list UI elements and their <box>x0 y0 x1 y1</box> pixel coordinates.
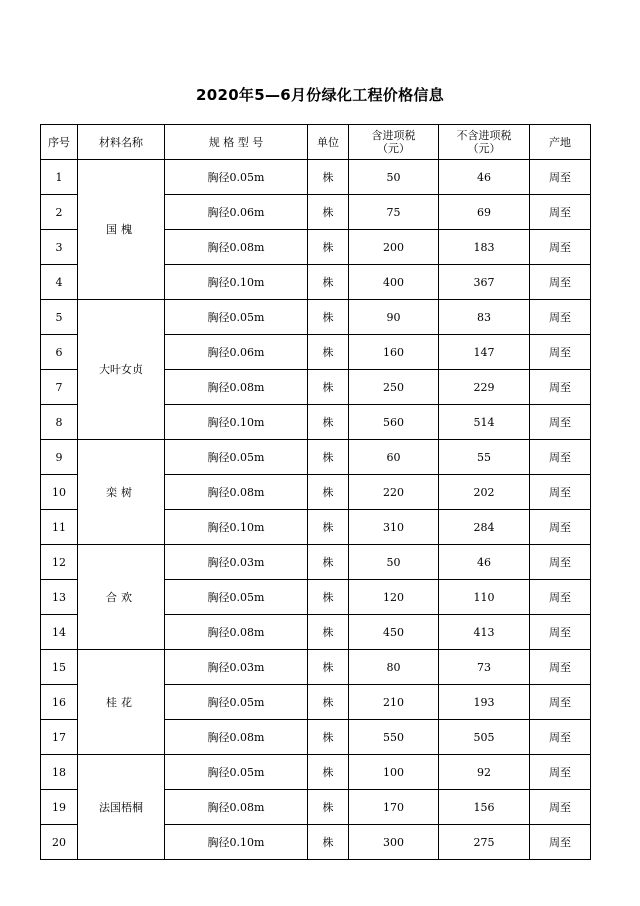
cell-origin: 周至 <box>530 755 591 790</box>
cell-spec: 胸径0.05m <box>165 580 308 615</box>
cell-unit: 株 <box>308 475 349 510</box>
cell-unit: 株 <box>308 685 349 720</box>
cell-no: 6 <box>41 335 78 370</box>
cell-price-excl-tax: 275 <box>439 825 530 860</box>
cell-price-incl-tax: 550 <box>349 720 439 755</box>
cell-no: 15 <box>41 650 78 685</box>
cell-price-incl-tax: 100 <box>349 755 439 790</box>
cell-spec: 胸径0.08m <box>165 790 308 825</box>
cell-origin: 周至 <box>530 440 591 475</box>
cell-price-excl-tax: 505 <box>439 720 530 755</box>
cell-price-incl-tax: 60 <box>349 440 439 475</box>
cell-origin: 周至 <box>530 405 591 440</box>
cell-unit: 株 <box>308 545 349 580</box>
cell-price-excl-tax: 413 <box>439 615 530 650</box>
cell-price-excl-tax: 193 <box>439 685 530 720</box>
cell-origin: 周至 <box>530 790 591 825</box>
cell-price-incl-tax: 90 <box>349 300 439 335</box>
cell-unit: 株 <box>308 230 349 265</box>
cell-origin: 周至 <box>530 335 591 370</box>
cell-spec: 胸径0.05m <box>165 160 308 195</box>
cell-material-name: 栾树 <box>78 440 165 545</box>
cell-price-excl-tax: 110 <box>439 580 530 615</box>
cell-spec: 胸径0.05m <box>165 755 308 790</box>
cell-no: 19 <box>41 790 78 825</box>
header-no: 序号 <box>41 125 78 160</box>
cell-unit: 株 <box>308 615 349 650</box>
cell-price-excl-tax: 55 <box>439 440 530 475</box>
cell-origin: 周至 <box>530 685 591 720</box>
cell-unit: 株 <box>308 370 349 405</box>
cell-price-incl-tax: 300 <box>349 825 439 860</box>
cell-spec: 胸径0.05m <box>165 300 308 335</box>
cell-origin: 周至 <box>530 720 591 755</box>
cell-price-incl-tax: 220 <box>349 475 439 510</box>
cell-origin: 周至 <box>530 475 591 510</box>
cell-no: 7 <box>41 370 78 405</box>
cell-price-incl-tax: 450 <box>349 615 439 650</box>
cell-price-excl-tax: 202 <box>439 475 530 510</box>
header-price-incl-tax <box>349 125 439 160</box>
cell-spec: 胸径0.10m <box>165 265 308 300</box>
cell-no: 10 <box>41 475 78 510</box>
cell-spec: 胸径0.08m <box>165 720 308 755</box>
table-row <box>41 300 591 335</box>
cell-price-incl-tax: 160 <box>349 335 439 370</box>
cell-origin: 周至 <box>530 265 591 300</box>
cell-spec: 胸径0.10m <box>165 405 308 440</box>
cell-price-excl-tax: 46 <box>439 545 530 580</box>
cell-price-incl-tax: 310 <box>349 510 439 545</box>
table-row <box>41 545 591 580</box>
cell-material-name: 桂花 <box>78 650 165 755</box>
cell-price-excl-tax: 284 <box>439 510 530 545</box>
cell-price-excl-tax: 156 <box>439 790 530 825</box>
cell-price-incl-tax: 170 <box>349 790 439 825</box>
cell-material-name: 国槐 <box>78 160 165 300</box>
cell-price-incl-tax: 80 <box>349 650 439 685</box>
header-material-name: 材料名称 <box>78 125 165 160</box>
cell-no: 18 <box>41 755 78 790</box>
cell-origin: 周至 <box>530 230 591 265</box>
cell-unit: 株 <box>308 335 349 370</box>
table-row <box>41 440 591 475</box>
cell-price-incl-tax: 210 <box>349 685 439 720</box>
cell-origin: 周至 <box>530 195 591 230</box>
cell-no: 12 <box>41 545 78 580</box>
cell-no: 20 <box>41 825 78 860</box>
cell-origin: 周至 <box>530 300 591 335</box>
header-row <box>41 125 591 160</box>
header-price-excl-tax-label: 不含进项税 <box>456 129 512 142</box>
cell-spec: 胸径0.06m <box>165 335 308 370</box>
cell-material-name: 合欢 <box>78 545 165 650</box>
cell-price-incl-tax: 560 <box>349 405 439 440</box>
cell-origin: 周至 <box>530 650 591 685</box>
cell-unit: 株 <box>308 720 349 755</box>
cell-price-excl-tax: 92 <box>439 755 530 790</box>
table-row <box>41 650 591 685</box>
header-price-incl-tax-label: 含进项税 <box>371 129 416 142</box>
cell-no: 17 <box>41 720 78 755</box>
cell-unit: 株 <box>308 650 349 685</box>
cell-material-name: 大叶女贞 <box>78 300 165 440</box>
cell-no: 14 <box>41 615 78 650</box>
cell-unit: 株 <box>308 580 349 615</box>
cell-unit: 株 <box>308 825 349 860</box>
cell-unit: 株 <box>308 300 349 335</box>
cell-no: 9 <box>41 440 78 475</box>
header-spec: 规 格 型 号 <box>165 125 308 160</box>
cell-spec: 胸径0.08m <box>165 230 308 265</box>
cell-price-incl-tax: 250 <box>349 370 439 405</box>
cell-no: 2 <box>41 195 78 230</box>
cell-origin: 周至 <box>530 545 591 580</box>
cell-price-excl-tax: 73 <box>439 650 530 685</box>
cell-spec: 胸径0.08m <box>165 475 308 510</box>
cell-price-excl-tax: 229 <box>439 370 530 405</box>
cell-no: 11 <box>41 510 78 545</box>
cell-no: 3 <box>41 230 78 265</box>
cell-material-name: 法国梧桐 <box>78 755 165 860</box>
cell-no: 4 <box>41 265 78 300</box>
header-origin: 产地 <box>530 125 591 160</box>
cell-spec: 胸径0.10m <box>165 825 308 860</box>
cell-origin: 周至 <box>530 825 591 860</box>
cell-origin: 周至 <box>530 580 591 615</box>
cell-price-excl-tax: 69 <box>439 195 530 230</box>
cell-unit: 株 <box>308 510 349 545</box>
cell-spec: 胸径0.03m <box>165 650 308 685</box>
cell-unit: 株 <box>308 195 349 230</box>
cell-price-incl-tax: 400 <box>349 265 439 300</box>
header-unit: 单位 <box>308 125 349 160</box>
header-price-excl-tax <box>439 125 530 160</box>
cell-spec: 胸径0.08m <box>165 615 308 650</box>
cell-unit: 株 <box>308 790 349 825</box>
cell-price-incl-tax: 50 <box>349 160 439 195</box>
table-body <box>41 160 591 860</box>
cell-no: 5 <box>41 300 78 335</box>
cell-price-incl-tax: 120 <box>349 580 439 615</box>
cell-price-incl-tax: 75 <box>349 195 439 230</box>
cell-price-excl-tax: 46 <box>439 160 530 195</box>
cell-unit: 株 <box>308 440 349 475</box>
cell-price-incl-tax: 200 <box>349 230 439 265</box>
cell-price-excl-tax: 367 <box>439 265 530 300</box>
cell-price-incl-tax: 50 <box>349 545 439 580</box>
cell-unit: 株 <box>308 265 349 300</box>
cell-spec: 胸径0.08m <box>165 370 308 405</box>
cell-origin: 周至 <box>530 160 591 195</box>
cell-spec: 胸径0.05m <box>165 685 308 720</box>
cell-no: 8 <box>41 405 78 440</box>
cell-price-excl-tax: 147 <box>439 335 530 370</box>
cell-spec: 胸径0.03m <box>165 545 308 580</box>
cell-no: 16 <box>41 685 78 720</box>
cell-price-excl-tax: 83 <box>439 300 530 335</box>
cell-spec: 胸径0.10m <box>165 510 308 545</box>
cell-no: 13 <box>41 580 78 615</box>
cell-unit: 株 <box>308 160 349 195</box>
header-price-excl-tax-unit: （元） <box>467 142 501 155</box>
cell-spec: 胸径0.06m <box>165 195 308 230</box>
page-title: 2020年5—6月份绿化工程价格信息 <box>195 86 445 104</box>
cell-origin: 周至 <box>530 370 591 405</box>
cell-price-excl-tax: 183 <box>439 230 530 265</box>
price-table <box>40 124 591 860</box>
cell-origin: 周至 <box>530 510 591 545</box>
header-price-incl-tax-unit: （元） <box>377 142 410 155</box>
cell-spec: 胸径0.05m <box>165 440 308 475</box>
cell-no: 1 <box>41 160 78 195</box>
cell-origin: 周至 <box>530 615 591 650</box>
cell-price-excl-tax: 514 <box>439 405 530 440</box>
table-row <box>41 160 591 195</box>
cell-unit: 株 <box>308 755 349 790</box>
table-row <box>41 755 591 790</box>
cell-unit: 株 <box>308 405 349 440</box>
